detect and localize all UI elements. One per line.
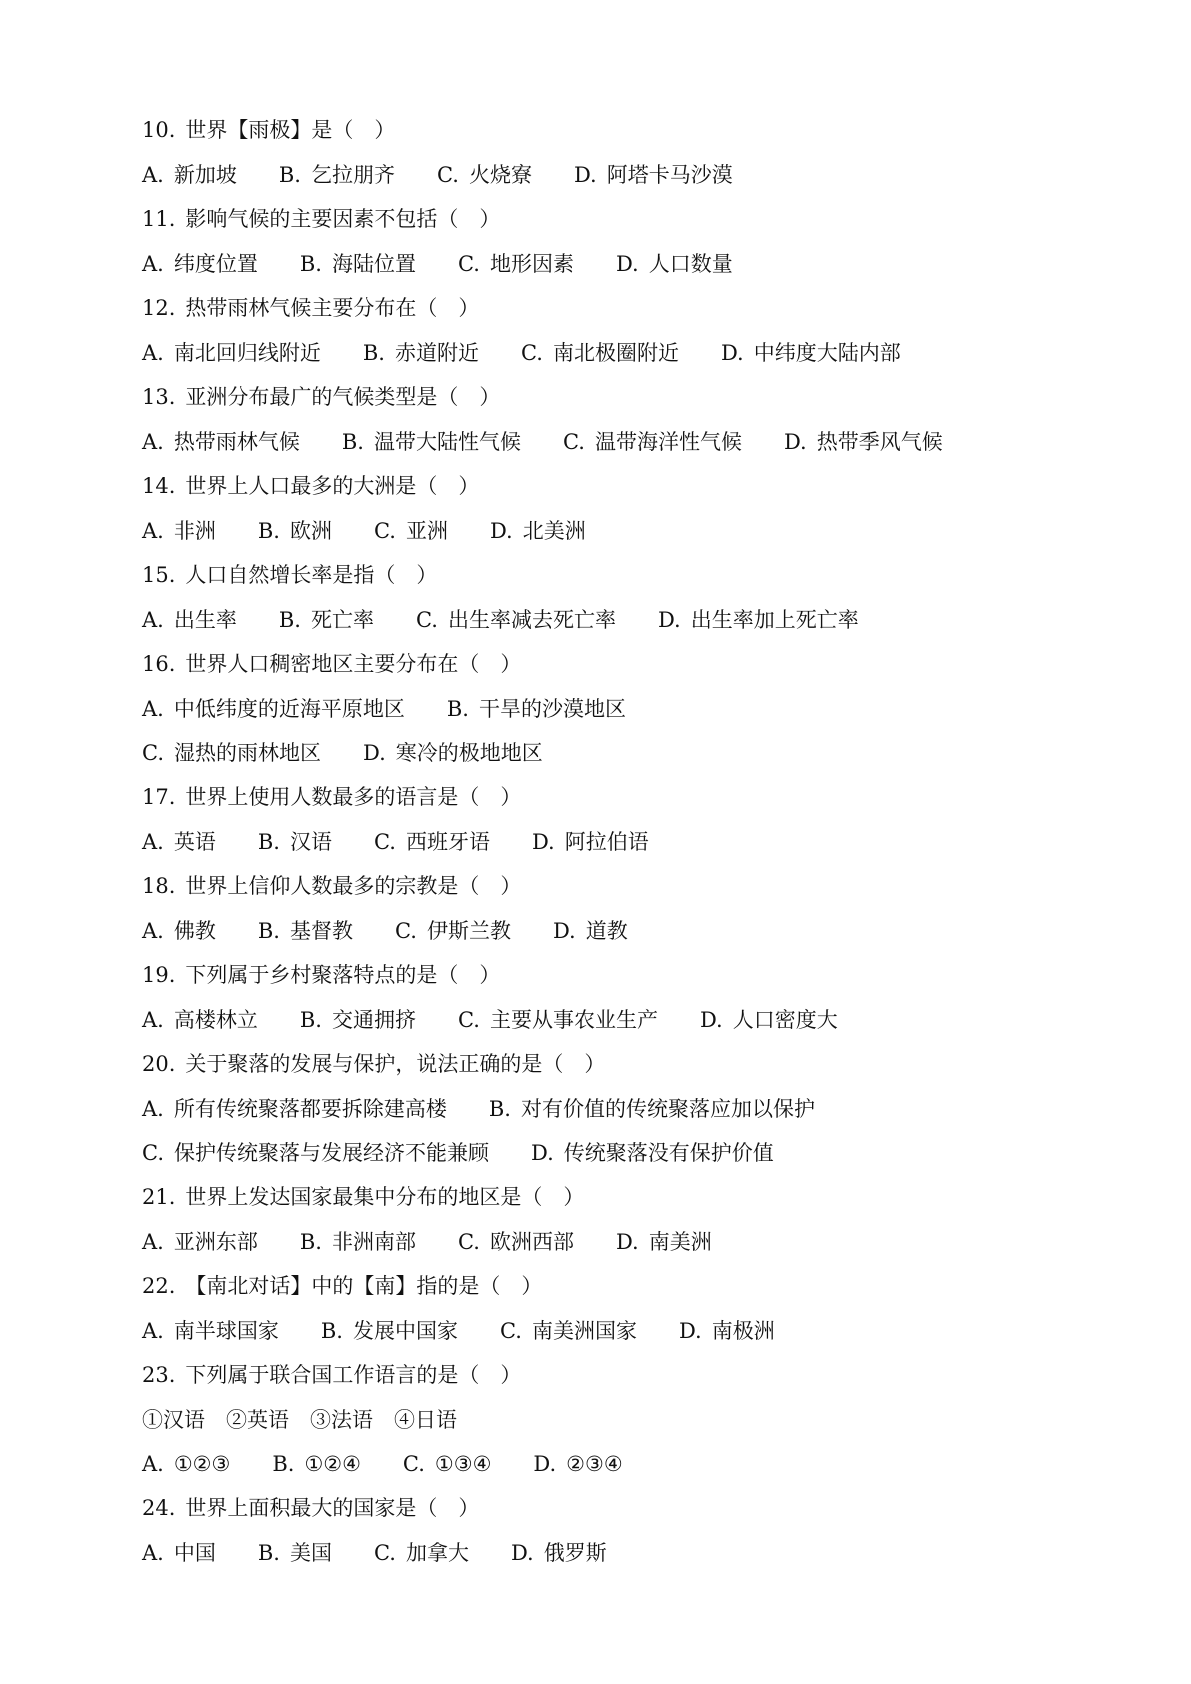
option-letter: A. (142, 252, 164, 276)
option-text: 出生率减去死亡率 (447, 608, 616, 632)
option-letter: C. (436, 163, 459, 187)
option-b[interactable] (300, 242, 416, 286)
option-text: 湿热的雨林地区 (174, 741, 321, 765)
question-number: 17. (142, 785, 176, 809)
option-a[interactable] (142, 242, 258, 286)
option-letter: D. (489, 519, 513, 543)
option-d[interactable] (533, 1442, 622, 1486)
option-text: 传统聚落没有保护价值 (563, 1141, 774, 1165)
option-letter: D. (510, 1541, 534, 1565)
option-b[interactable] (258, 509, 332, 553)
question-text: 下列属于联合国工作语言的是（ ） (185, 1363, 522, 1387)
question-number: 20. (142, 1052, 176, 1076)
option-c[interactable] (142, 1131, 489, 1175)
option-d[interactable] (700, 998, 838, 1042)
option-text: 赤道附近 (394, 341, 479, 365)
question-stem (142, 1264, 1102, 1309)
options-row (142, 242, 1102, 286)
question-stem (142, 197, 1102, 242)
option-letter: D. (531, 830, 555, 854)
option-letter: A. (142, 608, 164, 632)
option-text: 温带海洋性气候 (594, 430, 742, 454)
option-a[interactable] (142, 420, 300, 464)
option-b[interactable] (363, 331, 479, 375)
option-letter: C. (457, 1008, 480, 1032)
option-letter: C. (457, 1230, 480, 1254)
option-text: 纬度位置 (173, 252, 258, 276)
option-text: 佛教 (173, 919, 216, 943)
option-text: 俄罗斯 (543, 1541, 607, 1565)
question-stem (142, 953, 1102, 998)
option-text: 保护传统聚落与发展经济不能兼顾 (174, 1141, 489, 1165)
options-row (142, 1531, 1102, 1575)
option-letter: D. (531, 1141, 554, 1165)
options-row (142, 420, 1102, 464)
option-letter: B. (446, 697, 469, 721)
options-row (142, 598, 1102, 642)
option-c[interactable] (374, 509, 448, 553)
option-letter: C. (402, 1452, 425, 1476)
option-b[interactable] (489, 1087, 815, 1131)
option-b[interactable] (279, 598, 374, 642)
option-a[interactable] (142, 153, 237, 197)
option-letter: B. (278, 163, 301, 187)
option-text: 中国 (173, 1541, 216, 1565)
option-a[interactable] (142, 909, 216, 953)
question-stem (142, 1353, 1102, 1398)
question-number: 24. (142, 1496, 176, 1520)
options-row (142, 731, 1102, 775)
option-letter: D. (720, 341, 744, 365)
option-text: 非洲南部 (331, 1230, 416, 1254)
option-text: 欧洲 (289, 519, 332, 543)
option-c[interactable] (458, 242, 574, 286)
option-a[interactable] (142, 331, 321, 375)
option-b[interactable] (342, 420, 521, 464)
option-d[interactable] (531, 1131, 774, 1175)
question-number: 14. (142, 474, 176, 498)
option-d[interactable] (616, 242, 733, 286)
option-c[interactable] (563, 420, 742, 464)
option-d[interactable] (721, 331, 901, 375)
option-letter: C. (499, 1319, 522, 1343)
option-b[interactable] (258, 1531, 332, 1575)
option-a[interactable] (142, 1442, 230, 1486)
question-number: 16. (142, 652, 176, 676)
option-text: 阿塔卡马沙漠 (606, 163, 733, 187)
options-row (142, 153, 1102, 197)
option-letter: D. (699, 1008, 723, 1032)
option-d[interactable] (532, 820, 649, 864)
option-a[interactable] (142, 687, 405, 731)
option-b[interactable] (272, 1442, 361, 1486)
question-number: 10. (142, 118, 176, 142)
option-letter: A. (142, 519, 164, 543)
option-a[interactable] (142, 1531, 216, 1575)
option-letter: C. (142, 741, 164, 765)
option-text: 发展中国家 (352, 1319, 458, 1343)
option-letter: C. (415, 608, 438, 632)
option-text: 热带季风气候 (816, 430, 943, 454)
option-d[interactable] (574, 153, 733, 197)
option-text: 基督教 (289, 919, 353, 943)
options-row (142, 687, 1102, 731)
question-stem (142, 642, 1102, 687)
option-c[interactable] (142, 731, 321, 775)
question-text: 人口自然增长率是指（ ） (185, 563, 438, 587)
option-d[interactable] (490, 509, 586, 553)
question-stem (142, 775, 1102, 820)
option-b[interactable] (300, 1220, 416, 1264)
options-row (142, 1087, 1102, 1131)
option-c[interactable] (416, 598, 616, 642)
option-d[interactable] (616, 1220, 712, 1264)
option-letter: C. (457, 252, 480, 276)
option-d[interactable] (511, 1531, 607, 1575)
option-c[interactable] (458, 998, 658, 1042)
option-c[interactable] (437, 153, 532, 197)
option-text: ①②③ (173, 1452, 231, 1476)
option-text: 中低纬度的近海平原地区 (173, 697, 405, 721)
option-text: 加拿大 (405, 1541, 469, 1565)
option-letter: C. (394, 919, 417, 943)
option-d[interactable] (553, 909, 628, 953)
options-row (142, 998, 1102, 1042)
option-text: 南北极圈附近 (552, 341, 679, 365)
option-a[interactable] (142, 1309, 279, 1353)
question-text: 世界上发达国家最集中分布的地区是（ ） (185, 1185, 585, 1209)
question-number: 11. (142, 207, 176, 231)
option-letter: D. (573, 163, 597, 187)
option-letter: B. (278, 608, 301, 632)
option-text: 非洲 (173, 519, 216, 543)
question-text: 世界【雨极】是（ ） (185, 118, 396, 142)
option-a[interactable] (142, 1220, 258, 1264)
option-text: 海陆位置 (331, 252, 416, 276)
option-text: 亚洲 (405, 519, 448, 543)
option-letter: B. (341, 430, 364, 454)
option-letter: B. (257, 1541, 280, 1565)
option-c[interactable] (395, 909, 511, 953)
option-letter: A. (142, 830, 164, 854)
option-text: 乞拉朋齐 (310, 163, 395, 187)
option-d[interactable] (658, 598, 859, 642)
option-letter: B. (320, 1319, 343, 1343)
option-text: 南极洲 (711, 1319, 775, 1343)
option-text: 所有传统聚落都要拆除建高楼 (173, 1097, 447, 1121)
option-b[interactable] (300, 998, 416, 1042)
option-text: 死亡率 (310, 608, 374, 632)
question-number: 19. (142, 963, 176, 987)
option-text: 新加坡 (173, 163, 237, 187)
option-letter: D. (363, 741, 386, 765)
option-text: 阿拉伯语 (564, 830, 649, 854)
option-letter: B. (299, 1008, 322, 1032)
question-text: 世界上面积最大的国家是（ ） (185, 1496, 480, 1520)
option-letter: C. (520, 341, 543, 365)
option-letter: A. (142, 1097, 164, 1121)
question-number: 22. (142, 1274, 176, 1298)
question-number: 18. (142, 874, 176, 898)
option-letter: D. (552, 919, 576, 943)
option-letter: B. (299, 252, 322, 276)
option-text: 主要从事农业生产 (489, 1008, 658, 1032)
option-text: 西班牙语 (405, 830, 490, 854)
option-text: 出生率加上死亡率 (690, 608, 859, 632)
option-c[interactable] (374, 1531, 469, 1575)
option-text: 交通拥挤 (331, 1008, 416, 1032)
option-letter: B. (257, 519, 280, 543)
option-text: 亚洲东部 (173, 1230, 258, 1254)
option-letter: D. (533, 1452, 557, 1476)
option-text: 温带大陆性气候 (373, 430, 521, 454)
options-row (142, 820, 1102, 864)
option-c[interactable] (458, 1220, 574, 1264)
option-letter: C. (142, 1141, 164, 1165)
option-b[interactable] (321, 1309, 458, 1353)
option-b[interactable] (258, 909, 353, 953)
options-row (142, 1309, 1102, 1353)
option-text: 干旱的沙漠地区 (478, 697, 626, 721)
option-letter: A. (142, 341, 164, 365)
option-a[interactable] (142, 998, 258, 1042)
option-letter: A. (142, 1230, 164, 1254)
option-b[interactable] (258, 820, 332, 864)
option-letter: D. (678, 1319, 702, 1343)
option-text: 汉语 (289, 830, 332, 854)
option-text: 南美洲国家 (531, 1319, 637, 1343)
option-text: 人口数量 (648, 252, 733, 276)
option-d[interactable] (363, 731, 543, 775)
question-text: 亚洲分布最广的气候类型是（ ） (185, 385, 501, 409)
option-letter: B. (272, 1452, 295, 1476)
option-text: 道教 (585, 919, 628, 943)
option-text: 伊斯兰教 (426, 919, 511, 943)
option-text: 高楼林立 (173, 1008, 258, 1032)
option-text: 出生率 (173, 608, 237, 632)
option-letter: B. (257, 830, 280, 854)
option-d[interactable] (679, 1309, 775, 1353)
option-text: ②③④ (566, 1452, 623, 1476)
question-number: 13. (142, 385, 176, 409)
option-letter: A. (142, 919, 164, 943)
question-text: 下列属于乡村聚落特点的是（ ） (185, 963, 501, 987)
option-letter: D. (783, 430, 807, 454)
question-sheet (142, 108, 1102, 1575)
option-letter: A. (142, 430, 164, 454)
question-text: 世界上使用人数最多的语言是（ ） (185, 785, 522, 809)
option-letter: C. (562, 430, 585, 454)
option-text: 火烧寮 (468, 163, 532, 187)
option-letter: A. (142, 163, 164, 187)
question-stem (142, 375, 1102, 420)
option-a[interactable] (142, 820, 216, 864)
question-text: 影响气候的主要因素不包括（ ） (185, 207, 501, 231)
option-text: 人口密度大 (732, 1008, 838, 1032)
option-c[interactable] (403, 1442, 491, 1486)
question-stem (142, 553, 1102, 598)
option-letter: C. (373, 519, 396, 543)
option-letter: A. (142, 697, 164, 721)
option-letter: D. (657, 608, 681, 632)
options-row (142, 331, 1102, 375)
option-text: 南半球国家 (173, 1319, 279, 1343)
question-text: 关于聚落的发展与保护，说法正确的是（ ） (185, 1052, 606, 1076)
option-b[interactable] (447, 687, 626, 731)
options-row (142, 909, 1102, 953)
question-stem (142, 1042, 1102, 1087)
question-stem (142, 1486, 1102, 1531)
option-text: 中纬度大陆内部 (753, 341, 901, 365)
option-d[interactable] (784, 420, 943, 464)
question-stem (142, 464, 1102, 509)
option-text: 英语 (173, 830, 216, 854)
question-text: 【南北对话】中的【南】指的是（ ） (185, 1274, 543, 1298)
option-letter: A. (142, 1008, 164, 1032)
option-text: 寒冷的极地地区 (395, 741, 543, 765)
option-letter: C. (373, 830, 396, 854)
question-stem (142, 108, 1102, 153)
option-text: 美国 (289, 1541, 332, 1565)
question-text: 热带雨林气候主要分布在（ ） (185, 296, 480, 320)
option-text: 对有价值的传统聚落应加以保护 (520, 1097, 815, 1121)
option-letter: C. (373, 1541, 396, 1565)
question-stem (142, 286, 1102, 331)
option-text: 欧洲西部 (489, 1230, 574, 1254)
option-c[interactable] (500, 1309, 637, 1353)
option-a[interactable] (142, 1087, 447, 1131)
option-text: ①②④ (304, 1452, 361, 1476)
question-statements: ①汉语 ②英语 ③法语 ④日语 (142, 1408, 457, 1432)
question-text: 世界上信仰人数最多的宗教是（ ） (185, 874, 522, 898)
question-number: 15. (142, 563, 176, 587)
option-letter: D. (615, 252, 639, 276)
option-text: 地形因素 (489, 252, 574, 276)
options-row (142, 1131, 1102, 1175)
question-text: 世界人口稠密地区主要分布在（ ） (185, 652, 522, 676)
option-c[interactable] (521, 331, 679, 375)
option-text: 热带雨林气候 (173, 430, 300, 454)
option-letter: B. (362, 341, 385, 365)
option-text: 南北回归线附近 (173, 341, 321, 365)
question-number: 12. (142, 296, 176, 320)
option-letter: A. (142, 1541, 164, 1565)
option-text: 北美洲 (522, 519, 586, 543)
option-letter: B. (488, 1097, 511, 1121)
option-letter: A. (142, 1452, 164, 1476)
option-letter: D. (615, 1230, 639, 1254)
question-stem (142, 1175, 1102, 1220)
question-number: 23. (142, 1363, 176, 1387)
option-text: ①③④ (434, 1452, 492, 1476)
option-a[interactable] (142, 598, 237, 642)
option-text: 南美洲 (648, 1230, 712, 1254)
options-row (142, 1220, 1102, 1264)
option-letter: B. (299, 1230, 322, 1254)
option-c[interactable] (374, 820, 490, 864)
options-row (142, 509, 1102, 553)
question-stem (142, 864, 1102, 909)
option-b[interactable] (279, 153, 395, 197)
question-number: 21. (142, 1185, 176, 1209)
options-row (142, 1442, 1102, 1486)
option-letter: A. (142, 1319, 164, 1343)
option-letter: B. (257, 919, 280, 943)
option-a[interactable] (142, 509, 216, 553)
question-text: 世界上人口最多的大洲是（ ） (185, 474, 480, 498)
